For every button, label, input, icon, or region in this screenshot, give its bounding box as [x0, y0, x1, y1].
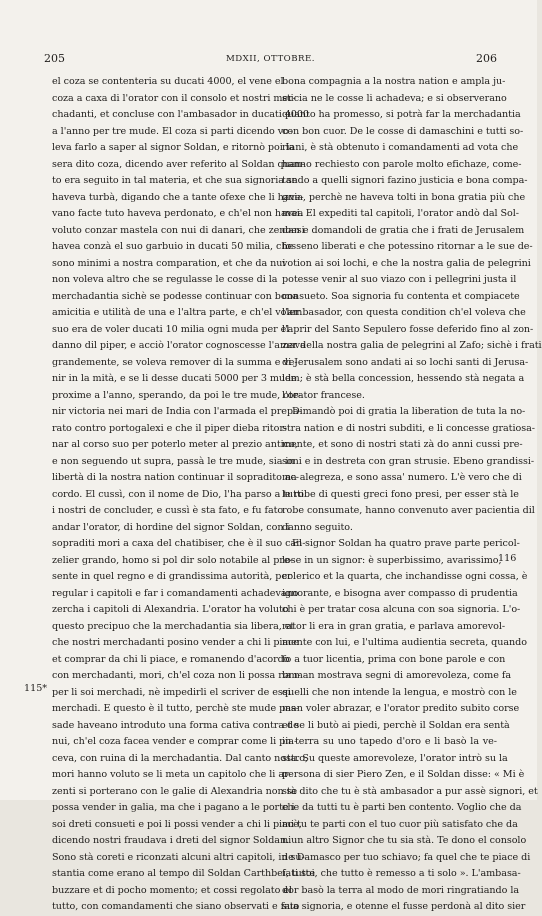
text-line: con merchadanti, mori, ch'el coza non li possa rom- [52, 670, 301, 681]
text-line: ceva, con ruina di la merchadantia. Dal canto nostro, [52, 752, 308, 764]
text-line: non voleva altro che se regulasse le cosse di la [52, 274, 278, 285]
text-line: l'ambasador, con questa condition ch'el voleva che [282, 307, 526, 318]
text-line: regular i capitoli e far i comandamenti achadevano [52, 587, 299, 599]
text-line: hanno rechiesto con parole molto efichaze, come- [282, 158, 522, 170]
text-line: mente con lui, e l'ultima audientia secreta, quando [282, 637, 527, 648]
text-line: amicitia e utilità de una e l'altra parte, e ch'el voler [52, 307, 300, 318]
text-line: el coza se contenteria su ducati 4000, el vene el [52, 76, 284, 87]
text-line: ma alegreza, e sono assa' numero. L'è vero che di [282, 472, 522, 483]
text-line: i nostri de concluder, e cussì è sta fato, e fu fato [52, 505, 284, 516]
text-line: zelier grando, homo si pol dir solo notabile al pre- [52, 554, 293, 566]
text-line: suo era de voler ducati 10 milia ogni muda per el [52, 323, 290, 335]
text-line: la man mostrava segni di amorevoleza, come fa [282, 670, 511, 681]
text-line: mente, et sono di nostri stati zà do anni cussi pre- [282, 439, 523, 450]
text-line: in terra su uno tapedo d'oro e li basò la ve- [282, 736, 497, 747]
text-line: fo a tuor licentia, prima con bone parole e con [282, 653, 506, 665]
text-line: nir victoria nei mari de India con l'armada el prepa- [52, 406, 302, 417]
text-line: per li soi merchadi, nè impedirli el scriver de essi [52, 686, 291, 698]
text-line: tando a quelli signori fazino justicia e bona compa- [282, 175, 528, 186]
text-line: stra nation e di nostri subditi, e li concesse gratiosa- [282, 422, 535, 434]
text-line: potesse venir al suo viazo con i pellegrini justa il [282, 274, 517, 285]
text-line: havea conzà el suo garbuio in ducati 50 milia, che [52, 241, 294, 252]
text-line: haveva turbà, digando che a tante ofexe che li have- [52, 191, 304, 203]
text-line: mai. El expediti tal capitoli, l'orator andò dal Sol- [282, 208, 519, 219]
text-line: robe consumate, hanno convenuto aver pacientia dil [282, 505, 535, 516]
text-line: sopraditi mori a caxa del chatibiser, che è il suo can- [52, 538, 306, 549]
text-line: stà dito che tu è stà ambasador a pur assè signori, et [282, 785, 538, 797]
text-line: possa vender in galia, ma che i pagano a le porte i [52, 802, 295, 813]
text-line: e non seguendo ut supra, passà le tre mude, sia in [52, 455, 295, 467]
text-line: dan e domandoli de gratia che i frati de Jerusalem [282, 224, 525, 236]
text-line: soi dreti consueti e poi li possi vender a chi li piacè, [52, 818, 302, 830]
text-line: consueto. Soa signoria fu contenta et compiacete [282, 290, 520, 302]
text-line: merchadi. E questo è il tutto, perchè ste mude pas- [52, 703, 299, 714]
text-line: niun altro Signor che tu sia stà. Te dono el consolo [282, 835, 527, 846]
text-line: lem; è stà bella concession, hessendo stà negata a [282, 373, 525, 384]
text-line: nir in la mità, e se li desse ducati 5000 per 3 mude [52, 373, 297, 384]
text-line: chadanti, et concluse con l'ambasador in ducati 4000 [52, 109, 309, 120]
text-line: stantia come erano al tempo dil Soldan Carthbei, tutte [52, 868, 315, 879]
text-line: mi tu te parti con el tuo cuor più satisfato che da [282, 818, 518, 830]
text-line: zercha i capitoli di Alexandria. L'orator ha voluto [52, 604, 289, 615]
text-line: dicendo nostri fraudava i dreti del signor Soldan. [52, 835, 290, 846]
running-title: MDXII, OTTOBRE. [225, 54, 316, 64]
text-line: a l'anno per tre mude. El coza si parti dicendo vo- [52, 125, 293, 137]
text-line: proxime a l'anno, sperando, da poi le tre mude, ote- [52, 389, 302, 401]
text-line: libertà di la nostra nation continuar il sopradito ac- [52, 472, 300, 483]
text-line: leva farlo a saper al signor Soldan, e ritornò poi la [52, 142, 295, 153]
text-line: Sono stà coreti e riconzati alcuni altri capitoli, in su- [52, 851, 305, 863]
text-line: questo precipuo che la merchadantia sia libera, et [52, 620, 295, 632]
text-line: persona di sier Piero Zen, e il Soldan disse: « Mi è [282, 769, 525, 780]
text-line: man voler abrazar, e l'orator predito subito corse [282, 703, 520, 714]
text-line: coza a caxa di l'orator con il consolo et nostri mer- [52, 92, 296, 104]
text-line: colerico et la quarta, che inchandisse ogni cossa, è [282, 571, 528, 582]
text-line: nar al corso suo per poterlo meter al prezio antico, [52, 439, 298, 450]
text-line: Dimandò poi di gratia la liberation de tuta la no- [292, 406, 526, 417]
text-line: grandemente, se voleva remover di la summa e ve- [52, 356, 298, 368]
page-number-left: 205 [44, 52, 65, 65]
text-line: tutto, con comandamenti che siano observati e fato [52, 901, 300, 912]
text-line: quelli che non intende la lengua, e mostrò con le [282, 686, 517, 698]
page-number-right: 206 [476, 52, 497, 65]
text-line: danno dil piper, e acciò l'orator cognoscesse l'amava [52, 340, 306, 351]
text-line: zer della nostra galia de pelegrini al Zafo; sichè i frati [282, 340, 542, 351]
text-line: dor basò la terra al modo de mori ringratiando la [282, 884, 520, 896]
text-line: fosseno liberati e che potessino ritornar a le sue de- [282, 241, 533, 252]
text-line: El signor Soldan ha quatro prave parte pericol- [292, 538, 520, 549]
margin-note-right: 116 [498, 553, 517, 564]
text-line: andar l'orator, di hordine del signor Soldan, con i [52, 521, 290, 533]
text-line: sade haveano introduto una forma cativa contra de [52, 719, 299, 731]
text-line: sta. Su queste amorevoleze, l'orator intrò su la [282, 752, 508, 764]
text-line: danno seguito. [282, 521, 353, 533]
text-line: l'aprir del Santo Sepulero fosse deferido fino al zon- [282, 323, 534, 335]
page-header [44, 52, 497, 66]
text-line: buzzare et di pocho momento; et cossi regolato el [52, 884, 292, 896]
text-line: zenti si porterano con le galie di Alexandria non se [52, 785, 298, 797]
text-line: con bon cuor. De le cosse di damaschini e tutti so- [282, 125, 524, 137]
text-line: che da tutti tu è parti ben contento. Voglio che da [282, 802, 522, 813]
text-line: riani, è stà obtenuto i comandamenti ad vota che [282, 142, 519, 153]
text-line: quanto ha promesso, si potrà far la merchadantia [282, 109, 521, 120]
text-line: ignorante, e bisogna aver compasso di prudentia [282, 587, 518, 599]
text-line: che nostri merchadanti posino vender a chi li piace [52, 637, 300, 648]
text-line: rato contro portogalexi e che il piper dieba ritor- [52, 422, 288, 434]
text-line: et se li butò ai piedi, perchè il Soldan era sentà [282, 719, 510, 731]
text-line: le robe di questi greci fono presi, per esser stà le [282, 488, 519, 500]
text-line: to era seguito in tal materia, et che sua signoria se [52, 175, 298, 186]
text-line: sua signoria, e otenne el fusse perdonà al dito sier [282, 901, 526, 912]
text-line: gnia, perchè ne haveva tolti in bona gratia più che [282, 191, 526, 203]
text-line: bona compagnia a la nostra nation e ampla ju- [282, 76, 506, 87]
margin-note-left: 115* [24, 683, 48, 694]
text-line: voluto conzar mastela con nui di danari, che zenoesi [52, 224, 305, 236]
text-line: votion ai soi lochi, e che la nostra galia de pelegrini [282, 257, 531, 269]
text-line: rator li era in gran gratia, e parlava amorevol- [282, 620, 506, 632]
left-column [52, 74, 315, 916]
text-line: fati soi, che tutto è remesso a ti solo ». L'ambasa- [282, 868, 521, 879]
text-line: merchadantia sichè se podesse continuar con bona [52, 290, 299, 302]
text-line: sente in quel regno e di grandissima autorità, per [52, 571, 292, 582]
text-line: sono minimi a nostra comparation, et che da nui [52, 257, 286, 269]
text-line: di Jerusalem sono andati ai so lochi santi di Jerusa- [282, 356, 529, 368]
text-line: cordo. El cussì, con il nome de Dio, l'ha parso a tutti [52, 488, 304, 500]
text-line: chi è per tratar cosa alcuna con soa signoria. L'o- [282, 604, 521, 615]
text-line: soni e in destreta con gran strusie. Ebeno grandissi- [282, 455, 535, 467]
text-line: vano facte tuto haveva perdonato, e ch'el non havea [52, 208, 304, 219]
text-line: et comprar da chi li piace, e romanendo d'acordo [52, 653, 290, 665]
text-line: sticia ne le cosse li achadeva; e si observerano [282, 92, 507, 104]
text-line: de Damasco per tuo schiavo; fa quel che te piace di [282, 851, 531, 863]
text-line: mori hanno voluto se li meta un capitolo che li ar- [52, 769, 292, 780]
text-line: lose in un signor: è superbissimo, avarissimo, [282, 554, 502, 566]
text-line: sera dito coza, dicendo aver referito al Soldan quan- [52, 158, 305, 170]
text-line: nui, ch'el coza facea vender e comprar come li pia- [52, 736, 298, 747]
text-line: l'orator francese. [282, 389, 365, 401]
